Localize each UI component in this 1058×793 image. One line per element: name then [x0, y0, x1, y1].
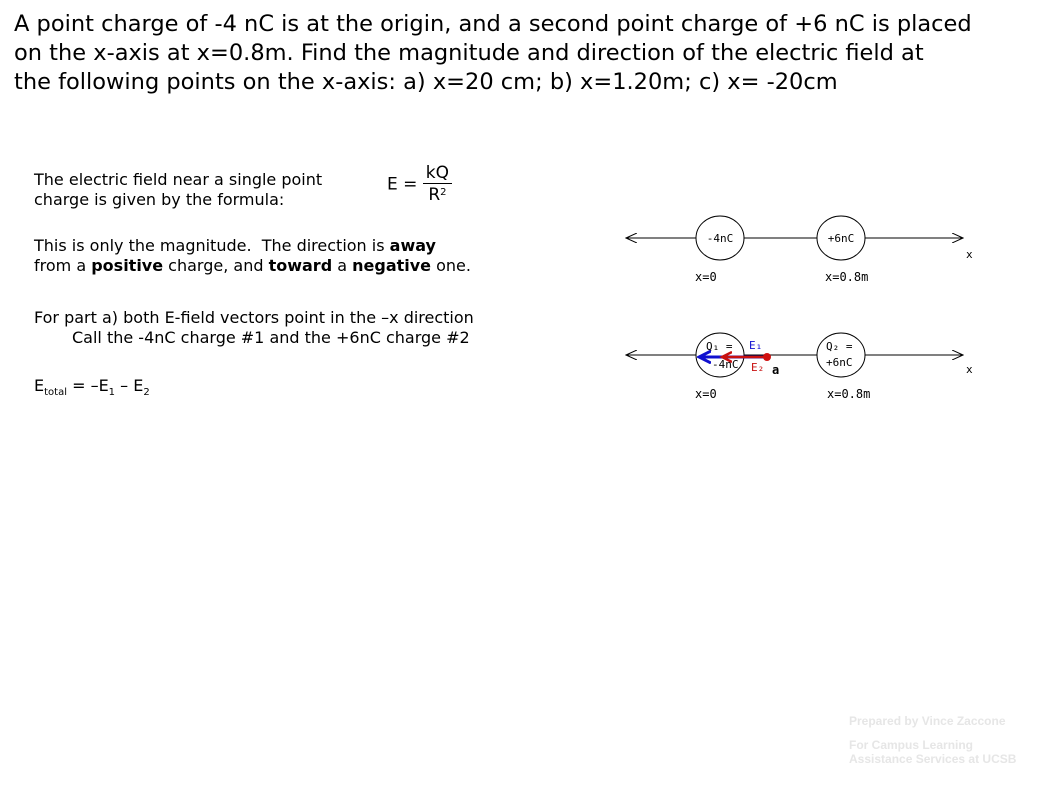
total-minus: – E: [115, 376, 144, 395]
charge-2-label: +6nC: [827, 232, 855, 245]
position-1-label: x=0: [695, 387, 717, 401]
credit-org: [849, 738, 1016, 766]
part-a-line-1: For part a) both E-field vectors point in the –x direction: [34, 308, 474, 327]
direction-text-4: a: [332, 256, 353, 275]
formula-numerator: kQ: [423, 163, 452, 184]
part-a-line-2: Call the -4nC charge #1 and the +6nC charge #2: [72, 328, 470, 347]
credit-author: Prepared by Vince Zaccone: [849, 714, 1006, 728]
charge-1-label: -4nC: [706, 232, 734, 245]
direction-text-1: This is only the magnitude. The direction is: [34, 236, 390, 255]
total-sub-2: 2: [143, 387, 150, 399]
q1-label-line-2: -4nC: [712, 358, 739, 371]
problem-line-1: A point charge of -4 nC is at the origin, and a second point charge of +6 nC is placed: [14, 11, 972, 37]
total-sub: total: [44, 387, 67, 399]
total-E: E: [34, 376, 45, 395]
direction-away: away: [389, 236, 436, 255]
e1-label: E₁: [749, 339, 763, 352]
q2-label-line-1: Q₂ =: [826, 340, 853, 353]
problem-line-2: on the x-axis at x=0.8m. Find the magnitude and direction of the electric field at: [14, 40, 924, 66]
point-a-label: a: [772, 363, 780, 377]
q2-label-line-2: +6nC: [826, 356, 853, 369]
total-eq: = –E: [66, 376, 109, 395]
e2-label: E₂: [751, 361, 765, 374]
field-line-2: charge is given by the formula:: [34, 190, 285, 209]
direction-text-5: one.: [431, 256, 471, 275]
diagram-1: [627, 216, 973, 284]
credit-org-line-1: For Campus Learning: [849, 738, 974, 752]
axis-label: x: [966, 248, 973, 261]
formula-lhs: E =: [387, 174, 418, 195]
total-sub-1: 1: [108, 387, 116, 399]
formula-den-exponent: 2: [440, 187, 447, 198]
direction-positive: positive: [91, 256, 164, 275]
axis-label: x: [966, 363, 973, 376]
credit-org-line-2: Assistance Services at UCSB: [849, 752, 1017, 766]
position-2-label: x=0.8m: [825, 270, 869, 284]
problem-line-3: the following points on the x-axis: a) x=20 cm; b) x=1.20m; c) x= -20cm: [14, 69, 838, 95]
formula-den-base: R: [428, 185, 441, 205]
point-a-dot: [763, 353, 771, 361]
q1-label-line-1: Q₁ =: [706, 340, 733, 353]
diagram-2: [627, 333, 973, 401]
direction-text-3: charge, and: [163, 256, 269, 275]
direction-text-2: from a: [34, 256, 92, 275]
position-2-label: x=0.8m: [827, 387, 871, 401]
direction-negative: negative: [352, 256, 432, 275]
field-line-1: The electric field near a single point: [34, 170, 323, 189]
position-1-label: x=0: [695, 270, 717, 284]
direction-toward: toward: [268, 256, 333, 275]
